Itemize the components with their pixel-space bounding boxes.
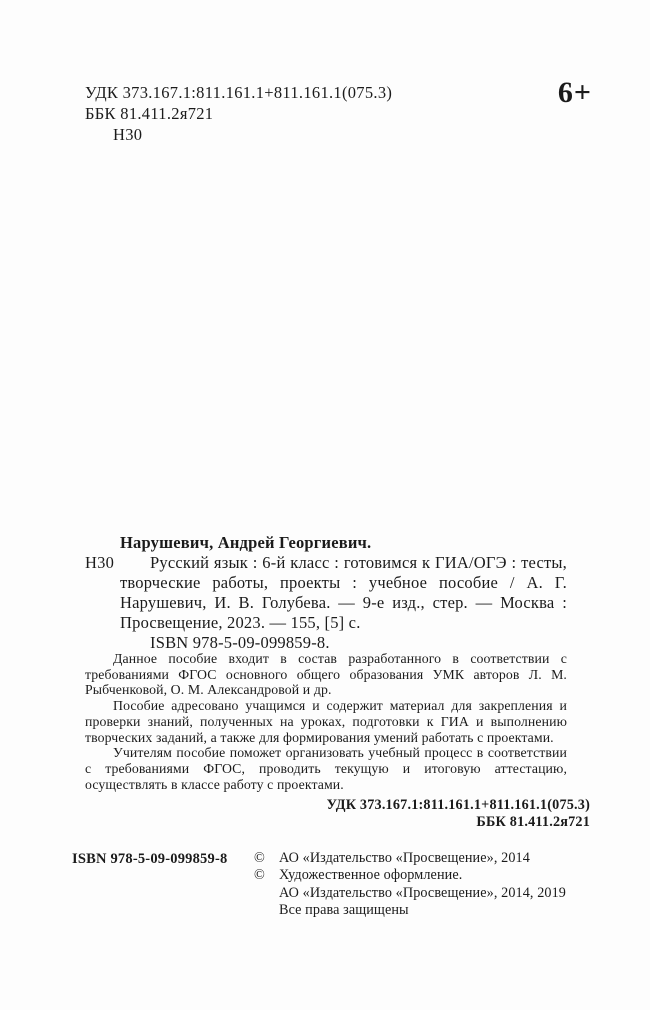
copyright-symbol: © <box>254 867 265 884</box>
author-sign-top: Н30 <box>113 125 143 144</box>
bbk-code-bottom: ББК 81.411.2я721 <box>476 814 590 830</box>
bibliographic-description: Русский язык : 6-й класс : готовимся к ГИА/ОГЭ : тесты, творческие работы, проекты : учебное пособие / А. Г. Нарушевич, И. В. Голубева. — 9-е изд., стер. — Москва : Просвещение, 2023. — 155, [5] с. <box>120 553 567 632</box>
bottom-classifiers <box>327 797 590 831</box>
bibliographic-entry <box>85 553 567 633</box>
annotation-paragraph-1: Данное пособие входит в состав разработанного в соответствии с требованиями ФГОС основного общего образования УМК авторов Л. М. Рыбченковой, О. М. Александровой и др. <box>85 651 567 698</box>
copyright-text: Художественное оформление. <box>279 867 463 884</box>
isbn-line: ISBN 978-5-09-099859-8. <box>150 633 330 652</box>
copyright-line-2 <box>254 867 566 884</box>
copyright-line-3 <box>254 885 566 902</box>
copyright-symbol: © <box>254 850 265 866</box>
isbn-number-bottom: ISBN 978-5-09-099859-8 <box>72 851 228 867</box>
copyright-block <box>254 850 566 919</box>
copyright-text: АО «Издательство «Просвещение», 2014 <box>279 850 530 866</box>
bbk-code-top: ББК 81.411.2я721 <box>85 104 214 123</box>
bibliographic-block <box>85 533 567 653</box>
copyright-text: АО «Издательство «Просвещение», 2014, 2019 <box>279 884 566 901</box>
annotation-paragraph-2: Пособие адресовано учащимся и содержит материал для закрепления и проверки знаний, полученных на уроках, подготовки к ГИА и выполнению творческих заданий, а также для формирования умений работать с проектами. <box>85 698 567 745</box>
udk-code-top: УДК 373.167.1:811.161.1+811.161.1(075.3) <box>85 83 393 102</box>
author-sign-entry: Н30 <box>85 553 115 572</box>
age-rating-badge: 6+ <box>557 76 592 109</box>
copyright-line-1 <box>254 850 566 867</box>
copyright-line-4 <box>254 902 566 919</box>
author-name: Нарушевич, Андрей Георгиевич. <box>120 533 372 552</box>
annotation-paragraph-3: Учителям пособие поможет организовать учебный процесс в соответствии с требованиями ФГОС, проводить текущую и итоговую аттестацию, осуществлять в классе работу с проектами. <box>85 745 567 792</box>
copyright-symbol <box>254 902 279 919</box>
udk-code-bottom: УДК 373.167.1:811.161.1+811.161.1(075.3) <box>326 797 590 813</box>
copyright-text: Все права защищены <box>279 901 409 918</box>
copyright-symbol <box>254 885 279 902</box>
annotation-block <box>85 651 567 792</box>
top-classifiers <box>85 82 392 145</box>
